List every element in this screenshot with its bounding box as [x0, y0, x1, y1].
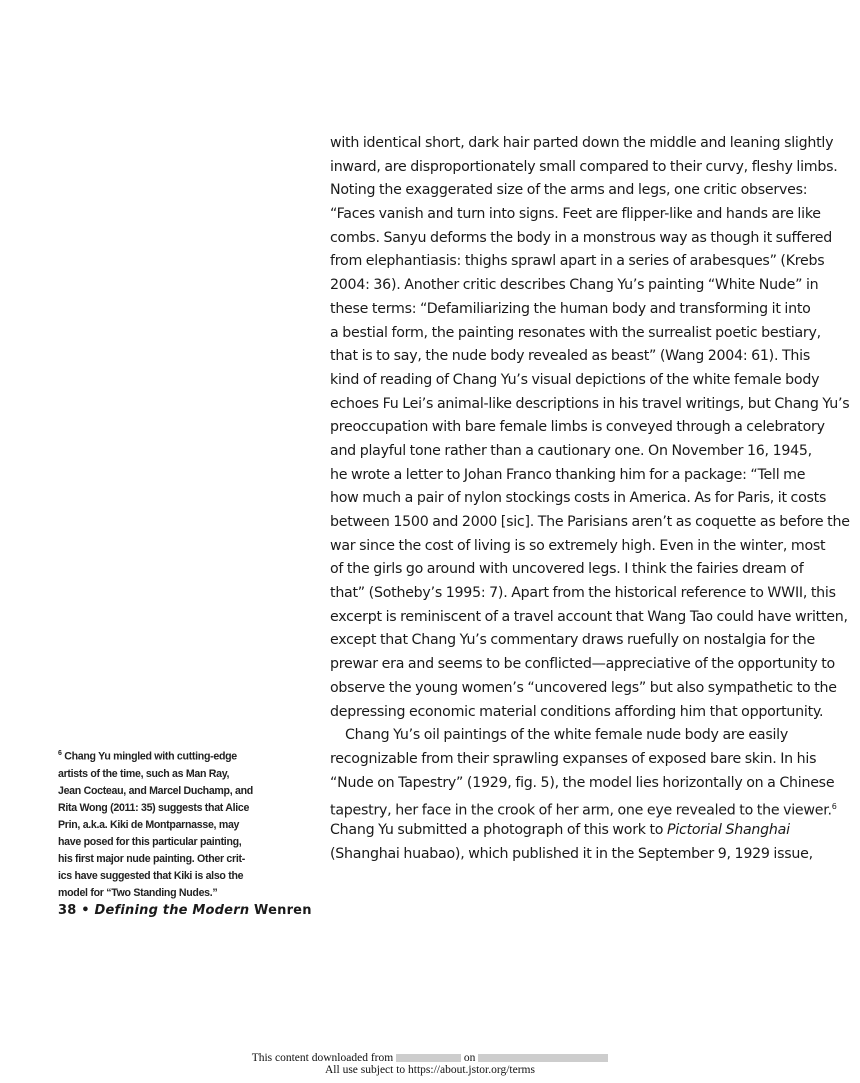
footnote-line	[58, 834, 298, 851]
footnote-line	[58, 851, 298, 868]
footnote-line	[58, 868, 298, 885]
text-line: observe the young women’s “uncovered legs” but also sympathetic to the	[330, 679, 837, 696]
footnote-6	[58, 745, 298, 902]
footnote-line	[58, 885, 298, 902]
footnote-line	[58, 800, 298, 817]
footnote-text: model for “Two Standing Nudes.”	[58, 887, 218, 900]
jstor-footer	[0, 1052, 860, 1076]
text-line: how much a pair of nylon stockings costs in America. As for Paris, it costs	[330, 490, 827, 507]
running-footer	[58, 903, 312, 918]
text-line: that is to say, the nude body revealed as beast” (Wang 2004: 61). This	[330, 348, 810, 365]
text-line: depressing economic material conditions affording him that opportunity.	[330, 703, 824, 720]
footnote-text: his first major nude painting. Other crit-	[58, 853, 245, 866]
book-title-roman: Wenren	[254, 903, 312, 918]
text-line: of the girls go around with uncovered legs. I think the fairies dream of	[330, 561, 804, 578]
text-line: these terms: “Defamiliarizing the human body and transforming it into	[330, 300, 811, 317]
footnote-text: artists of the time, such as Man Ray,	[58, 767, 230, 780]
footnote-text: Rita Wong (2011: 35) suggests that Alice	[58, 801, 250, 814]
text-line: war since the cost of living is so extremely high. Even in the winter, most	[330, 537, 826, 554]
terms-link[interactable]: All use subject to https://about.jstor.org/terms	[325, 1064, 535, 1076]
book-title-italic: Defining the Modern	[94, 903, 250, 918]
text-line: (Shanghai huabao), which published it in the September 9, 1929 issue,	[330, 845, 813, 862]
on-text: on	[463, 1052, 476, 1064]
text-line: Chang Yu submitted a photograph of this work to Pictorial Shanghai	[330, 821, 790, 838]
text-line: “Faces vanish and turn into signs. Feet are flipper-like and hands are like	[330, 206, 821, 223]
text-line: a bestial form, the painting resonates with the surrealist poetic bestiary,	[330, 324, 821, 341]
footnote-text: Chang Yu mingled with cutting-edge	[64, 750, 237, 763]
footnote-ref: 6	[831, 802, 837, 812]
footnote-text: Prin, a.k.a. Kiki de Montparnasse, may	[58, 818, 240, 831]
footnote-line	[58, 745, 298, 766]
redacted-date	[478, 1054, 608, 1062]
text-line: tapestry, her face in the crook of her arm, one eye revealed to the viewer.$^6$	[330, 802, 837, 819]
footnote-line	[58, 817, 298, 834]
italic-title: Pictorial Shanghai	[667, 821, 790, 838]
footnote-line	[58, 766, 298, 783]
text-line: excerpt is reminiscent of a travel account that Wang Tao could have written,	[330, 608, 848, 625]
text-line: from elephantiasis: thighs sprawl apart in a series of arabesques” (Krebs	[330, 253, 825, 270]
text-line: and playful tone rather than a cautionary one. On November 16, 1945,	[330, 442, 812, 459]
text-line: echoes Fu Lei’s animal-like descriptions in his travel writings, but Chang Yu’s	[330, 395, 850, 412]
text-line: recognizable from their sprawling expanses of exposed bare skin. In his	[330, 750, 817, 767]
body-text	[330, 132, 850, 866]
text-line: with identical short, dark hair parted down the middle and leaning slightly	[330, 135, 834, 151]
text-line: “Nude on Tapestry” (1929, fig. 5), the model lies horizontally on a Chinese	[330, 774, 835, 791]
footnote-text: Jean Cocteau, and Marcel Duchamp, and	[58, 784, 253, 797]
text-line: 2004: 36). Another critic describes Chang Yu’s painting “White Nude” in	[330, 277, 819, 294]
text-line: Chang Yu’s oil paintings of the white female nude body are easily	[345, 727, 789, 744]
text-line: combs. Sanyu deforms the body in a monstrous way as though it suffered	[330, 229, 833, 246]
text-line: inward, are disproportionately small compared to their curvy, fleshy limbs.	[330, 158, 838, 175]
bullet: •	[81, 903, 90, 918]
text-line: prewar era and seems to be conflicted—appreciative of the opportunity to	[330, 656, 835, 673]
footnote-text: ics have suggested that Kiki is also the	[58, 870, 244, 883]
text-line: between 1500 and 2000 [sic]. The Parisians aren’t as coquette as before the	[330, 514, 850, 530]
footnote-text: have posed for this particular painting,	[58, 836, 242, 848]
text-line: Noting the exaggerated size of the arms and legs, one critic observes:	[330, 182, 808, 199]
footnote-line	[58, 783, 298, 800]
download-text: This content downloaded from	[251, 1052, 394, 1064]
text-line: preoccupation with bare female limbs is conveyed through a celebratory	[330, 419, 825, 436]
text-line: kind of reading of Chang Yu’s visual depictions of the white female body	[330, 371, 820, 388]
footnote-marker: 6	[58, 750, 62, 757]
text-line: except that Chang Yu’s commentary draws ruefully on nostalgia for the	[330, 632, 815, 649]
page-number: 38	[58, 903, 77, 918]
text-line: that” (Sotheby’s 1995: 7). Apart from the historical reference to WWII, this	[330, 585, 836, 602]
text-line: he wrote a letter to Johan Franco thanking him for a package: “Tell me	[330, 466, 806, 483]
redacted-ip	[396, 1054, 461, 1062]
